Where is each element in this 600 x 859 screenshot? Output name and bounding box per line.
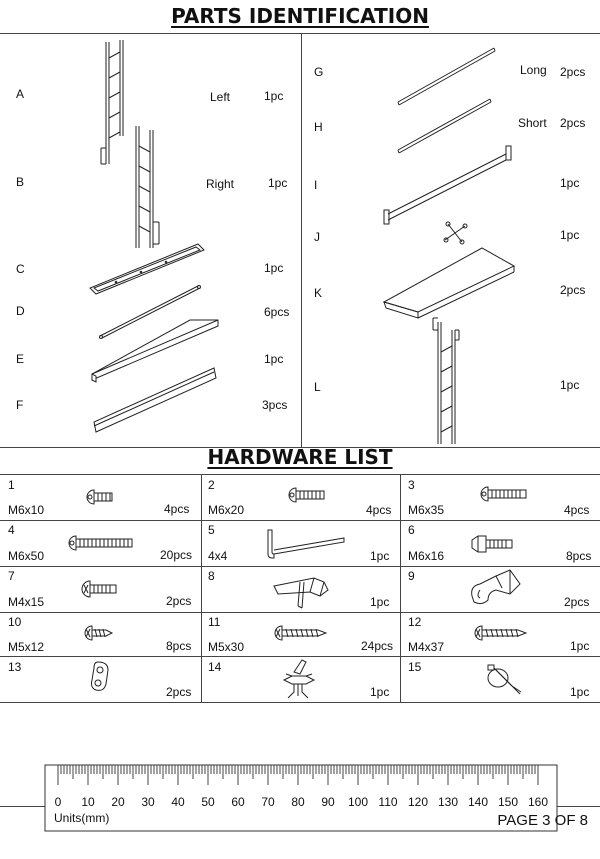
hardware-qty: 4pcs	[564, 503, 590, 517]
part-qty: 1pc	[264, 352, 284, 366]
part-letter: D	[16, 304, 25, 318]
ruler-label: 0	[54, 795, 62, 809]
hardware-number: 10	[8, 615, 22, 629]
plastic-anchor-icon	[276, 656, 324, 700]
ruler-label: 50	[201, 795, 215, 809]
divider	[400, 474, 401, 702]
divider	[0, 447, 600, 448]
ruler-label: 140	[467, 795, 489, 809]
divider	[0, 520, 600, 521]
divider	[301, 33, 302, 447]
ruler-label: 80	[291, 795, 305, 809]
hardware-qty: 4pcs	[366, 503, 392, 517]
ruler-label: 110	[378, 795, 398, 809]
hardware-spec: M6x20	[208, 503, 245, 517]
hardware-number: 8	[208, 569, 215, 583]
wall-anchor-icon	[270, 572, 336, 612]
hardware-number: 6	[408, 523, 415, 537]
shelf-tray-icon	[382, 244, 516, 322]
ruler-label: 150	[497, 795, 519, 809]
rod-icon	[382, 142, 516, 230]
hardware-number: 7	[8, 569, 15, 583]
part-name: Short	[518, 116, 547, 130]
ladder-right-icon	[132, 122, 162, 252]
part-qty: 1pc	[264, 89, 284, 103]
hardware-qty: 1pc	[370, 685, 390, 699]
part-name: Right	[206, 177, 235, 191]
part-letter: H	[314, 120, 323, 134]
hardware-qty: 1pc	[570, 685, 590, 699]
part-qty: 2pcs	[560, 116, 586, 130]
part-qty: 6pcs	[264, 305, 290, 319]
hardware-spec: M6x16	[408, 549, 445, 563]
part-qty: 1pc	[560, 176, 580, 190]
shelf-board-icon	[92, 366, 218, 438]
hardware-qty: 2pcs	[166, 685, 192, 699]
ladder-left-icon	[98, 38, 126, 168]
hardware-qty: 1pc	[570, 639, 590, 653]
ruler-label: 100	[347, 795, 369, 809]
divider	[0, 33, 600, 34]
bolt-long-icon	[478, 485, 530, 503]
part-qty: 2pcs	[560, 283, 586, 297]
ruler-label: 10	[81, 795, 95, 809]
hardware-number: 1	[8, 478, 15, 492]
hardware-spec: 4x4	[208, 549, 228, 563]
part-name: Left	[210, 90, 231, 104]
ruler-label: 60	[231, 795, 245, 809]
wood-screw-long-icon	[472, 624, 528, 642]
part-letter: C	[16, 262, 25, 276]
part-letter: G	[314, 65, 324, 79]
hardware-qty: 24pcs	[361, 639, 394, 653]
bracket-icon	[88, 660, 114, 694]
hardware-number: 4	[8, 523, 15, 537]
part-letter: B	[16, 175, 25, 189]
ruler-label: 130	[437, 795, 459, 809]
part-qty: 1pc	[264, 261, 284, 275]
part-qty: 3pcs	[262, 398, 288, 412]
hardware-qty: 4pcs	[164, 502, 190, 516]
part-qty: 1pc	[560, 378, 580, 392]
part-letter: F	[16, 398, 24, 412]
ruler-label: 90	[321, 795, 335, 809]
hardware-qty: 1pc	[370, 549, 390, 563]
wood-screw-icon	[272, 624, 328, 642]
bolt-medium-icon	[286, 486, 328, 504]
cross-connector-icon	[442, 220, 468, 246]
part-letter: J	[314, 230, 320, 244]
page-number: PAGE 3 OF 8	[497, 812, 588, 829]
part-letter: E	[16, 352, 25, 366]
hardware-number: 15	[408, 660, 422, 674]
hardware-spec: M6x50	[8, 549, 45, 563]
hardware-qty: 8pcs	[166, 639, 192, 653]
divider	[201, 474, 202, 702]
part-letter: L	[314, 380, 321, 394]
hardware-spec: M4x37	[408, 640, 445, 654]
hardware-number: 12	[408, 615, 422, 629]
part-qty: 1pc	[268, 176, 288, 190]
ruler-label: 30	[141, 795, 155, 809]
clip-icon	[466, 566, 524, 608]
ruler-label: 20	[111, 795, 125, 809]
ladder-icon	[430, 316, 462, 446]
wood-screw-short-icon	[82, 624, 114, 642]
hardware-qty: 2pcs	[166, 594, 192, 608]
ruler-label: 160	[527, 795, 549, 809]
hardware-qty: 2pcs	[564, 595, 590, 609]
part-qty: 2pcs	[560, 65, 586, 79]
hardware-spec: M5x12	[8, 640, 45, 654]
cable-tie-icon	[484, 662, 524, 698]
part-letter: I	[314, 178, 318, 192]
ruler-label: 40	[171, 795, 185, 809]
hardware-number: 2	[208, 478, 215, 492]
hardware-number: 14	[208, 660, 222, 674]
hardware-qty: 1pc	[370, 595, 390, 609]
part-letter: A	[16, 87, 25, 101]
part-name: Long	[520, 63, 547, 77]
part-letter: K	[314, 286, 323, 300]
allen-key-icon	[264, 528, 348, 562]
hardware-spec: M6x10	[8, 503, 45, 517]
hardware-number: 11	[208, 615, 221, 629]
hardware-number: 5	[208, 523, 215, 537]
hardware-number: 9	[408, 569, 415, 583]
ruler-units: Units(mm)	[54, 811, 110, 825]
hardware-number: 3	[408, 478, 415, 492]
hardware-qty: 20pcs	[160, 548, 193, 562]
bolt-short-icon	[84, 488, 116, 506]
divider	[0, 612, 600, 613]
machine-screw-icon	[80, 579, 120, 599]
part-qty: 1pc	[560, 228, 580, 242]
hardware-spec: M4x15	[8, 595, 45, 609]
hardware-spec: M6x35	[408, 503, 445, 517]
divider	[0, 702, 600, 703]
hardware-title: HARDWARE LIST	[207, 445, 393, 469]
hex-bolt-icon	[470, 534, 516, 554]
hardware-number: 13	[8, 660, 22, 674]
divider	[0, 474, 600, 475]
hardware-spec: M5x30	[208, 640, 245, 654]
ruler-label: 120	[407, 795, 429, 809]
parts-title: PARTS IDENTIFICATION	[171, 4, 429, 28]
ruler-label: 70	[261, 795, 275, 809]
hardware-qty: 8pcs	[566, 549, 592, 563]
bolt-extra-long-icon	[66, 534, 136, 552]
